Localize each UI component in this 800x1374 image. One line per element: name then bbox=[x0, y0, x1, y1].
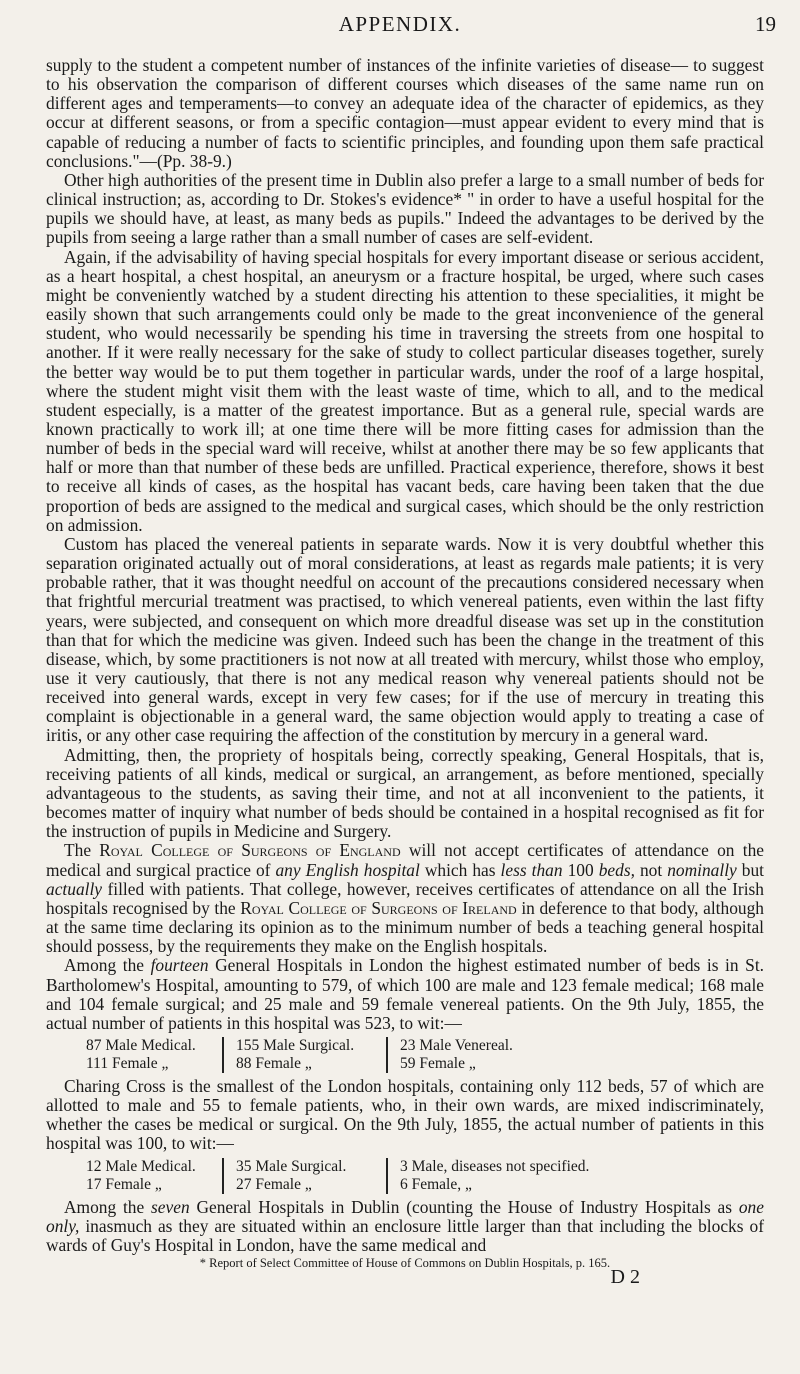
table-column bbox=[222, 1037, 386, 1073]
table-cell: 88 Female „ bbox=[236, 1054, 312, 1072]
page-number: 19 bbox=[755, 12, 776, 36]
table-column bbox=[386, 1158, 601, 1194]
table-cell: 27 Female „ bbox=[236, 1175, 312, 1193]
paragraph-dublin: Among the seven General Hospitals in Dublin (counting the House of Industry Hospitals as one only, inasmuch as they are situated within an enclosure little larger than that including the blocks of wards of Guy's Hospital in London, have the same medical and bbox=[46, 1196, 764, 1255]
bartholomew-patient-table bbox=[86, 1037, 764, 1073]
signature-mark: D 2 bbox=[610, 1266, 640, 1289]
small-caps-name: Royal College of Surgeons of England bbox=[99, 840, 401, 861]
table-column bbox=[86, 1037, 222, 1073]
table-cell: 12 Male Medical. bbox=[86, 1157, 196, 1175]
table-cell: 111 Female „ bbox=[86, 1054, 169, 1072]
table-cell: 23 Male Venereal. bbox=[400, 1036, 513, 1054]
paragraph: Other high authorities of the present time in Dublin also prefer a large to a small number of beds for clinical instruction; as, according to Dr. Stokes's evidence* " in order to have a useful hospital for the pupils we should have, at least, as many beds as pupils." Indeed the advantages to be derived by the pupils from seeing a large rather than a small number of cases are self-evident. bbox=[46, 169, 764, 248]
table-cell: 17 Female „ bbox=[86, 1175, 162, 1193]
table-column bbox=[386, 1037, 525, 1073]
page-header bbox=[0, 12, 800, 42]
paragraph-charing-cross: Charing Cross is the smallest of the London hospitals, containing only 112 beds, 57 of which are allotted to male and 55 to female patients, who, in their own wards, are mixed indiscriminately, whether the cases be medical or surgical. On the 9th July, 1855, the actual number of patients in this hospital was 100, to wit:— bbox=[46, 1075, 764, 1154]
table-column bbox=[86, 1158, 222, 1194]
charing-cross-patient-table bbox=[86, 1158, 764, 1194]
small-caps-name: Royal College of Surgeons of Ireland bbox=[240, 897, 517, 918]
paragraph-london: Among the fourteen General Hospitals in London the highest estimated number of beds is in St. Bartholomew's Hospital, amounting to 579, of which 100 are male and 123 female medical; 168 male and 104 female surgical; and 25 male and 59 female venereal patients. On the 9th July, 1855, the actual number of patients in this hospital was 523, to wit:— bbox=[46, 955, 764, 1033]
paragraph: Custom has placed the venereal patients in separate wards. Now it is very doubtful whether this separation originated actually out of moral considerations, at least as regards male patients; it is very probable rather, that it was thought needful on account of the precautions considered necessary when that frightful mercurial treatment was practised, to which venereal patients, even within the last fifty years, were subjected, and consequent on which more dreadful disease was set up in the constitution than that for which the medicine was given. Indeed such has been the change in the treatment of this disease, which, by some practitioners is not now at all treated with mercury, whilst those who employ, use it very cautiously, that there is not any medical reason why venereal patients should not be received into general wards, except in very few cases; for if the use of mercury in treating this complaint is objectionable in a general ward, the same objection would apply to treating a case of iritis, or any other case requiring the affection of the constitution by mercury in a general ward. bbox=[46, 533, 764, 746]
table-cell: 155 Male Surgical. bbox=[236, 1036, 355, 1054]
paragraph: Admitting, then, the propriety of hospitals being, correctly speaking, General Hospitals, that is, receiving patients of all kinds, medical or surgical, an arrangement, as before mentioned, specially advantageous to the students, as saving their time, and not at all inconvenient to the patients, it becomes matter of inquiry what number of beds should be contained in a hospital recognised as fit for the instruction of pupils in Medicine and Surgery. bbox=[46, 744, 764, 842]
running-head: APPENDIX. bbox=[338, 12, 462, 36]
table-cell: 59 Female „ bbox=[400, 1054, 476, 1072]
table-cell: 35 Male Surgical. bbox=[236, 1157, 347, 1175]
paragraph-royal-college: The Royal College of Surgeons of England will not accept certificates of attendance on the medical and surgical practice of any English hospital which has less than 100 beds, not nominally but actually filled with patients. That college, however, receives certificates of attendance on all the Irish hospitals recognised by the Royal College of Surgeons of Ireland in deference to that body, although at the same time declaring its opinion as to the minimum number of beds a teaching general hospital should possess, by the requirements they make on the English hospitals. bbox=[46, 840, 765, 957]
paragraph: Again, if the advisability of having special hospitals for every important disease or serious accident, as a heart hospital, a chest hospital, an aneurysm or a fracture hospital, be urged, where such cases might be conveniently watched by a student directing his attention to these specialities, it might be easily shown that such arrangements could only be made to the great inconvenience of the general student, who would necessarily be spending his time in traversing the streets from one hospital to another. If it were really necessary for the sake of study to collect particular diseases together, surely the better way would be to put them together in particular wards, under the roof of a large hospital, where the student might visit them with the least waste of time, which to all, and to the medical student especially, is a matter of the greatest importance. But as a general rule, special wards are known practically to work ill; at one time there will be more fitting cases for admission than the number of beds in the special ward will receive, whilst at another there may be so few applicants that half or more than that number of these beds are unfilled. Practical experience, therefore, shows it best to receive all kinds of cases, as the hospital has vacant beds, care having been taken that the due proportion of beds are assigned to the medical and surgical cases, which should be the only restriction on admission. bbox=[46, 246, 764, 535]
body-text bbox=[46, 56, 764, 1289]
table-cell: 87 Male Medical. bbox=[86, 1036, 196, 1054]
paragraph: supply to the student a competent number of instances of the infinite varieties of disease— to suggest to his observation the comparison of different courses which diseases of the same name run on different ages and temperaments—to convey an adequate idea of the character of epidemics, as they occur at different seasons, or from a specific contagion—must appear evident to every mind that is capable of reducing a number of facts to scientific principles, and founding upon them safe practical conclusions."—(Pp. 38-9.) bbox=[46, 55, 764, 171]
table-column bbox=[222, 1158, 386, 1194]
footnote: * Report of Select Committee of House of Commons on Dublin Hospitals, p. 165. bbox=[199, 1256, 611, 1271]
table-cell: 3 Male, diseases not specified. bbox=[400, 1157, 590, 1175]
table-cell: 6 Female, „ bbox=[400, 1175, 472, 1193]
